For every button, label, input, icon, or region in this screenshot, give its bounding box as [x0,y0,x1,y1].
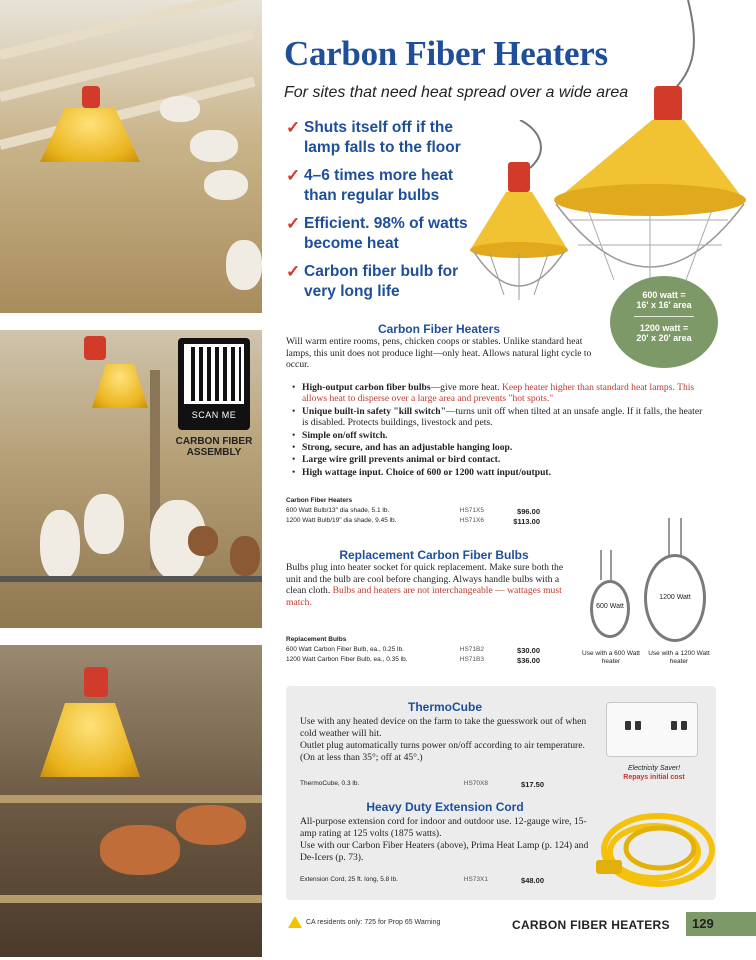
spec-list [290,382,710,479]
bulbs-price-heading: Replacement Bulbs [286,636,347,643]
check-icon: ✓ [286,166,301,185]
spec-item: • Simple on/off switch. [290,430,710,441]
check-icon: ✓ [286,118,301,137]
price-row: 1200 Watt Bulb/19" dia shade, 9.45 lb. HS71X6 $113.00 [286,517,540,526]
thermocube-text2: Outlet plug automatically turns power on/off according to air temperature. (On at less than 35°; off at 45°.) [300,740,585,763]
feature-item: ✓ Efficient. 98% of watts become heat [286,214,468,252]
spec-item: • Large wire grill prevents animal or bird contact. [290,454,710,465]
cord-text1: All-purpose extension cord for indoor and outdoor use. 12-gauge wire, 15-amp rating at 125 volts (1875 watts). [300,816,587,839]
heater-lamp-icon [82,86,100,108]
price-row: 600 Watt Bulb/13" dia shade, 5.1 lb. HS71X5 $96.00 [286,507,540,516]
small-bulb-caption: Use with a 600 Watt heater [582,650,640,665]
large-heater-image [548,0,748,290]
bulbs-heading: Replacement Carbon Fiber Bulbs [339,548,529,562]
bulbs-text: Bulbs plug into heater socket for quick replacement. Make sure both the unit and the bulb are cool before changing. Always handle bulbs with a clean cloth. Bulbs and heaters are not interchangeable — wattages must match. [286,562,564,608]
extension-cord-image [588,800,716,896]
feature-list [286,118,476,310]
large-bulb-label: 1200 Watt [659,594,691,601]
price-row: 1200 Watt Carbon Fiber Bulb, ea., 0.35 lb. HS71B3 $36.00 [286,656,540,665]
check-icon: ✓ [286,262,301,281]
spec-item: • High wattage input. Choice of 600 or 1200 watt input/output. [290,467,710,478]
page-title: Carbon Fiber Heaters [284,34,608,73]
thermocube-text1: Use with any heated device on the farm to take the guesswork out of when cold weather will hit. [300,716,587,739]
piglets-photo [0,645,262,957]
feature-item: ✓ Shuts itself off if the lamp falls to the floor [286,118,461,156]
spec-item: • Strong, secure, and has an adjustable hanging loop. [290,442,710,453]
page-subtitle: For sites that need heat spread over a wide area [284,84,629,101]
cord-heading: Heavy Duty Extension Cord [366,800,524,814]
section-footer-label: CARBON FIBER HEATERS [512,918,670,932]
thermocube-image [606,702,698,757]
qr-label: SCAN ME [191,410,237,420]
spec-item: • Unique built-in safety "kill switch"—turns unit off when tilted at an unsafe angle. If it falls, the heater is disabled. Protects buildings, livestock and pets. [290,406,710,429]
warning-icon [288,916,302,928]
price-row: 600 Watt Carbon Fiber Bulb, ea., 0.25 lb. HS71B2 $30.00 [286,646,540,655]
thermocube-price-row: ThermoCube, 0.3 lb. HS70X8 $17.50 [300,780,544,789]
spec-item: • High-output carbon fiber bulbs—give more heat. Keep heater higher than standard heat lamps. This allows heat to disperse over a large area and prevents "hot spots." [290,382,710,405]
feature-item: ✓ Carbon fiber bulb for very long life [286,262,459,300]
small-bulb-label: 600 Watt [596,603,624,610]
qr-code[interactable] [178,338,250,430]
section-heading: Carbon Fiber Heaters [377,322,501,336]
lambs-photo [0,0,262,313]
cord-price-row: Extension Cord, 25 ft. long, 5.8 lb. HS73X1 $48.00 [300,876,544,885]
qr-caption: CARBON FIBER ASSEMBLY [175,436,253,458]
feature-item: ✓ 4–6 times more heat than regular bulbs [286,166,454,204]
intro-text: Will warm entire rooms, pens, chicken coops or stables. Unlike standard heat lamps, this unit does not produce light—only heat. Allows natural light cycle to occur. [286,336,592,371]
bulb-connector-icon [668,518,682,558]
cord-text2: Use with our Carbon Fiber Heaters (above), Prima Heat Lamp (p. 124) and De-Icers (p. 73). [300,840,589,863]
price-table-heading: Carbon Fiber Heaters [286,497,353,504]
large-bulb-caption: Use with a 1200 Watt heater [648,650,710,665]
thermocube-caption: Electricity Saver! Repays initial cost [623,765,685,781]
thermocube-heading: ThermoCube [407,700,482,714]
prop65-warning: CA residents only: 725 for Prop 65 Warning [288,916,440,928]
bulb-connector-icon [600,550,612,580]
page-number: 129 [686,912,756,936]
coverage-badge: 600 watt = 16' x 16' area 1200 watt = 20' x 20' area [610,276,718,368]
check-icon: ✓ [286,214,301,233]
